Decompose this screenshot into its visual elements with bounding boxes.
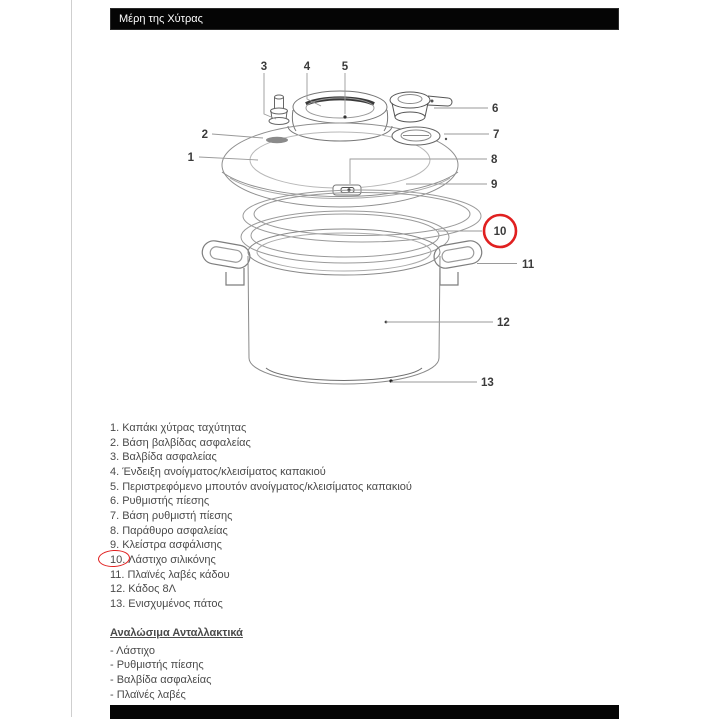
- item-label: Βάση ρυθμιστή πίεσης: [122, 509, 233, 522]
- callout-number-10: 10: [493, 226, 507, 238]
- pot-left-handle: [200, 239, 251, 285]
- spare-item: - Ρυθμιστής πίεσης: [110, 659, 204, 672]
- item-label: Καπάκι χύτρας ταχύτητας: [122, 422, 247, 434]
- spare-item: - Πλαϊνές λαβές: [110, 688, 186, 701]
- item-number: 4.: [110, 465, 120, 478]
- list-item: [110, 524, 412, 539]
- item-number: 12.: [110, 583, 126, 596]
- item-label: Ένδειξη ανοίγματος/κλεισίματος καπακιού: [122, 465, 326, 478]
- valve-base-oval: [266, 137, 288, 143]
- item-number: 3.: [110, 451, 120, 464]
- list-item: [110, 450, 412, 465]
- callout-number-1: 1: [187, 152, 194, 164]
- section-title: Μέρη της Χύτρας: [119, 13, 203, 25]
- pressure-regulator: [390, 92, 452, 122]
- list-item-highlighted: [110, 553, 412, 568]
- callout-number-8: 8: [491, 154, 498, 166]
- pressure-cooker-diagram: [70, 45, 570, 410]
- list-item: [110, 421, 412, 436]
- callout-number-13: 13: [481, 377, 494, 389]
- callout-number-9: 9: [491, 179, 498, 191]
- item-label: Κλείστρα ασφάλισης: [122, 539, 222, 552]
- item-label: Πλαϊνές λαβές κάδου: [127, 568, 230, 581]
- callout-number-4: 4: [303, 61, 311, 73]
- spare-item: - Βαλβίδα ασφαλείας: [110, 673, 212, 686]
- lid-knob: [288, 91, 392, 141]
- section-footer-bar: [110, 705, 619, 719]
- item-label: Βάση βαλβίδας ασφαλείας: [122, 436, 251, 449]
- callout-number-12: 12: [497, 317, 510, 329]
- item-number: 6.: [110, 495, 120, 508]
- item-number: 7.: [110, 509, 120, 522]
- item-number: 13.: [110, 597, 126, 610]
- list-item: [110, 494, 412, 509]
- reinforced-base: [266, 368, 422, 380]
- list-item: [110, 582, 412, 597]
- callout-number-7: 7: [493, 129, 500, 141]
- list-item: [110, 436, 412, 451]
- item-label: Λάστιχο σιλικόνης: [128, 553, 216, 566]
- item-label: Παράθυρο ασφαλείας: [122, 524, 228, 537]
- callout-number-3: 3: [260, 61, 268, 73]
- item-number: 1.: [110, 422, 120, 434]
- item-number: 5.: [110, 480, 120, 493]
- callout-number-5: 5: [341, 61, 349, 73]
- item-number: 8.: [110, 524, 120, 537]
- callout-5-dot: [343, 115, 346, 118]
- pot-body: [248, 229, 440, 384]
- item-label: Βαλβίδα ασφαλείας: [122, 451, 217, 464]
- list-item: [110, 480, 412, 495]
- list-item: [110, 509, 412, 524]
- spare-parts-section: [110, 626, 243, 702]
- parts-list: [110, 421, 412, 612]
- callout-number-6: 6: [492, 103, 499, 115]
- list-item: [110, 538, 412, 553]
- callout-number-2: 2: [201, 129, 208, 141]
- spare-parts-title: Αναλώσιμα Ανταλλακτικά: [110, 627, 243, 639]
- section-header-bar: [110, 8, 619, 30]
- callout-number-11: 11: [522, 259, 535, 271]
- item-label: Ενισχυμένος πάτος: [128, 597, 223, 610]
- item-number: 10.: [110, 553, 126, 566]
- item-number: 9.: [110, 539, 120, 552]
- item-label: Ρυθμιστής πίεσης: [122, 495, 210, 508]
- list-item: [110, 465, 412, 480]
- item-number: 11.: [110, 568, 125, 581]
- item-label: Περιστρεφόμενο μπουτόν ανοίγματος/κλεισίματος καπακιού: [122, 480, 412, 493]
- item-number: 2.: [110, 436, 120, 449]
- spare-item: - Λάστιχο: [110, 644, 155, 657]
- list-item: [110, 568, 412, 583]
- item-label: Κάδος 8Λ: [128, 583, 176, 596]
- safety-valve: [269, 95, 289, 125]
- list-item: [110, 597, 412, 612]
